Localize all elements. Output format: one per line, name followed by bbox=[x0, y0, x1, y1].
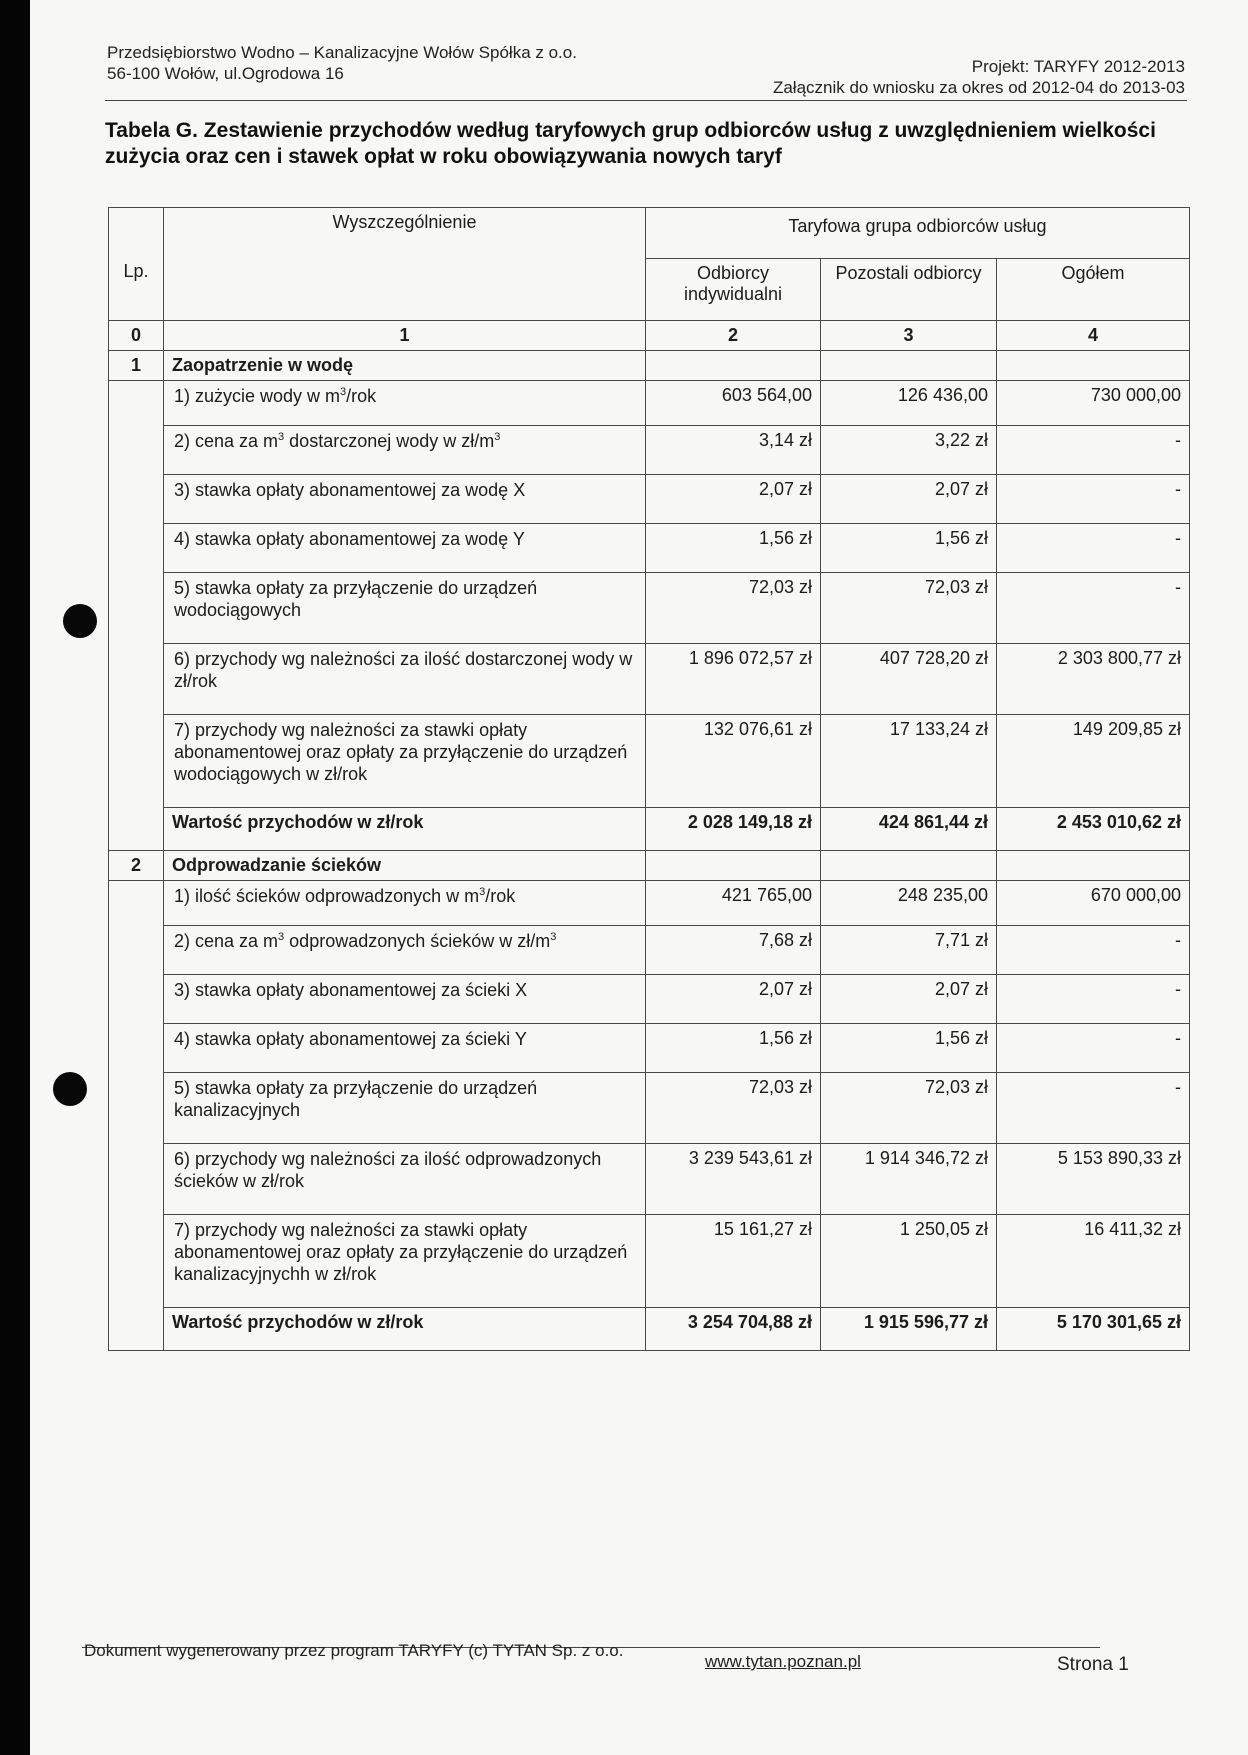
punch-hole bbox=[53, 1072, 87, 1106]
empty-cell bbox=[821, 851, 997, 881]
value-individual: 3 239 543,61 zł bbox=[646, 1144, 821, 1215]
header-col-other: Pozostali odbiorcy bbox=[821, 259, 997, 321]
value-other: 248 235,00 bbox=[821, 881, 997, 926]
document-title: Tabela G. Zestawienie przychodów według taryfowych grup odbiorców usług z uwzględnieniem wielkości zużycia oraz cen i stawek opłat w roku obowiązywania nowych taryf bbox=[105, 119, 1156, 168]
table-row bbox=[109, 975, 1190, 1024]
header-desc: Wyszczególnienie bbox=[164, 208, 646, 321]
value-other: 126 436,00 bbox=[821, 381, 997, 426]
row-description bbox=[164, 426, 646, 475]
lp-blank-cell bbox=[109, 881, 164, 1351]
row-desc-text: 5) stawka opłaty za przyłączenie do urządzeń kanalizacyjnych bbox=[174, 1078, 538, 1120]
superscript: 3 bbox=[550, 931, 557, 943]
header-group: Taryfowa grupa odbiorców usług bbox=[646, 208, 1190, 259]
punch-hole bbox=[63, 604, 97, 638]
header-col-individual: Odbiorcy indywidualni bbox=[646, 259, 821, 321]
value-total: - bbox=[997, 573, 1190, 644]
table-row bbox=[109, 475, 1190, 524]
value-other: 1 914 346,72 zł bbox=[821, 1144, 997, 1215]
superscript: 3 bbox=[278, 931, 285, 943]
row-description bbox=[164, 524, 646, 573]
row-desc-text: odprowadzonych ścieków w zł/m bbox=[284, 931, 551, 951]
total-individual: 2 028 149,18 zł bbox=[646, 808, 821, 851]
superscript: 3 bbox=[479, 886, 486, 898]
value-individual: 7,68 zł bbox=[646, 926, 821, 975]
total-other: 1 915 596,77 zł bbox=[821, 1308, 997, 1351]
attachment-note: Załącznik do wniosku za okres od 2012-04 do 2013-03 bbox=[772, 78, 1185, 97]
row-desc-text: 3) stawka opłaty abonamentowej za ścieki X bbox=[174, 980, 528, 1000]
total-label: Wartość przychodów w zł/rok bbox=[164, 808, 646, 851]
row-desc-text: 5) stawka opłaty za przyłączenie do urządzeń wodociągowych bbox=[174, 578, 538, 620]
table-row bbox=[109, 1144, 1190, 1215]
row-desc-text: /rok bbox=[485, 886, 516, 906]
company-name: Przedsiębiorstwo Wodno – Kanalizacyjne Wołów Spółka z o.o. bbox=[107, 43, 577, 62]
row-desc-text: /rok bbox=[346, 386, 377, 406]
value-other: 3,22 zł bbox=[821, 426, 997, 475]
superscript: 3 bbox=[340, 386, 347, 398]
section-label: Zaopatrzenie w wodę bbox=[164, 351, 646, 381]
table-row bbox=[109, 524, 1190, 573]
empty-cell bbox=[997, 851, 1190, 881]
header-lp: Lp. bbox=[109, 208, 164, 321]
row-description bbox=[164, 881, 646, 926]
row-desc-text: 7) przychody wg należności za stawki opłaty abonamentowej oraz opłaty za przyłączenie do urządzeń kanalizacyjnychh w zł/rok bbox=[174, 1220, 628, 1284]
value-individual: 1 896 072,57 zł bbox=[646, 644, 821, 715]
table-row bbox=[109, 644, 1190, 715]
value-total: 149 209,85 zł bbox=[997, 715, 1190, 808]
value-total: 5 153 890,33 zł bbox=[997, 1144, 1190, 1215]
value-other: 1,56 zł bbox=[821, 524, 997, 573]
section-row bbox=[109, 351, 1190, 381]
company-address: 56-100 Wołów, ul.Ogrodowa 16 bbox=[107, 64, 344, 83]
row-description bbox=[164, 1024, 646, 1073]
table-row bbox=[109, 381, 1190, 426]
row-description bbox=[164, 1073, 646, 1144]
index-cell: 4 bbox=[997, 321, 1190, 351]
row-description bbox=[164, 644, 646, 715]
value-total: - bbox=[997, 1024, 1190, 1073]
value-total: - bbox=[997, 524, 1190, 573]
total-overall: 5 170 301,65 zł bbox=[997, 1308, 1190, 1351]
row-desc-text: dostarczonej wody w zł/m bbox=[284, 431, 495, 451]
value-individual: 2,07 zł bbox=[646, 975, 821, 1024]
scan-edge bbox=[0, 0, 30, 1755]
index-cell: 3 bbox=[821, 321, 997, 351]
table-row bbox=[109, 1024, 1190, 1073]
value-other: 2,07 zł bbox=[821, 975, 997, 1024]
value-total: - bbox=[997, 1073, 1190, 1144]
value-individual: 3,14 zł bbox=[646, 426, 821, 475]
total-overall: 2 453 010,62 zł bbox=[997, 808, 1190, 851]
index-cell: 0 bbox=[109, 321, 164, 351]
row-description bbox=[164, 926, 646, 975]
value-total: 730 000,00 bbox=[997, 381, 1190, 426]
empty-cell bbox=[646, 851, 821, 881]
row-desc-text: 2) cena za m bbox=[174, 431, 279, 451]
row-desc-text: 6) przychody wg należności za ilość odprowadzonych ścieków w zł/rok bbox=[174, 1149, 602, 1191]
value-other: 2,07 zł bbox=[821, 475, 997, 524]
value-individual: 2,07 zł bbox=[646, 475, 821, 524]
footer-link[interactable]: www.tytan.poznan.pl bbox=[705, 1652, 861, 1671]
section-row bbox=[109, 851, 1190, 881]
value-individual: 72,03 zł bbox=[646, 573, 821, 644]
table-row bbox=[109, 573, 1190, 644]
row-desc-text: 4) stawka opłaty abonamentowej za wodę Y bbox=[174, 529, 525, 549]
table-row bbox=[109, 1073, 1190, 1144]
total-label: Wartość przychodów w zł/rok bbox=[164, 1308, 646, 1351]
value-individual: 72,03 zł bbox=[646, 1073, 821, 1144]
table-row bbox=[109, 715, 1190, 808]
row-desc-text: 3) stawka opłaty abonamentowej za wodę X bbox=[174, 480, 526, 500]
value-individual: 15 161,27 zł bbox=[646, 1215, 821, 1308]
empty-cell bbox=[997, 351, 1190, 381]
row-description bbox=[164, 715, 646, 808]
value-other: 407 728,20 zł bbox=[821, 644, 997, 715]
table-row bbox=[109, 926, 1190, 975]
table-row bbox=[109, 1215, 1190, 1308]
row-description bbox=[164, 1215, 646, 1308]
value-total: - bbox=[997, 426, 1190, 475]
value-individual: 132 076,61 zł bbox=[646, 715, 821, 808]
index-cell: 1 bbox=[164, 321, 646, 351]
superscript: 3 bbox=[494, 431, 501, 443]
total-other: 424 861,44 zł bbox=[821, 808, 997, 851]
project-name: Projekt: TARYFY 2012-2013 bbox=[971, 57, 1185, 76]
footer-generated: Dokument wygenerowany przez program TARYFY (c) TYTAN Sp. z o.o. bbox=[84, 1641, 624, 1660]
value-individual: 421 765,00 bbox=[646, 881, 821, 926]
value-individual: 1,56 zł bbox=[646, 1024, 821, 1073]
value-other: 72,03 zł bbox=[821, 573, 997, 644]
value-total: - bbox=[997, 975, 1190, 1024]
row-description bbox=[164, 1144, 646, 1215]
row-desc-text: 1) zużycie wody w m bbox=[174, 386, 341, 406]
row-desc-text: 7) przychody wg należności za stawki opłaty abonamentowej oraz opłaty za przyłączenie do urządzeń wodociągowych w zł/rok bbox=[174, 720, 628, 784]
empty-cell bbox=[646, 351, 821, 381]
revenue-table bbox=[108, 207, 1190, 1351]
row-desc-text: 4) stawka opłaty abonamentowej za ścieki Y bbox=[174, 1029, 527, 1049]
value-total: 16 411,32 zł bbox=[997, 1215, 1190, 1308]
value-individual: 603 564,00 bbox=[646, 381, 821, 426]
company-header bbox=[107, 42, 577, 84]
value-total: - bbox=[997, 475, 1190, 524]
value-total: 2 303 800,77 zł bbox=[997, 644, 1190, 715]
row-desc-text: 2) cena za m bbox=[174, 931, 279, 951]
value-other: 1,56 zł bbox=[821, 1024, 997, 1073]
superscript: 3 bbox=[278, 431, 285, 443]
project-header bbox=[773, 56, 1185, 98]
row-description bbox=[164, 381, 646, 426]
section-lp: 2 bbox=[109, 851, 164, 881]
total-row bbox=[109, 808, 1190, 851]
value-total: - bbox=[997, 926, 1190, 975]
section-lp: 1 bbox=[109, 351, 164, 381]
table-row bbox=[109, 426, 1190, 475]
index-cell: 2 bbox=[646, 321, 821, 351]
value-other: 1 250,05 zł bbox=[821, 1215, 997, 1308]
row-description bbox=[164, 573, 646, 644]
row-description bbox=[164, 975, 646, 1024]
lp-blank-cell bbox=[109, 381, 164, 851]
value-other: 7,71 zł bbox=[821, 926, 997, 975]
header-col-total: Ogółem bbox=[997, 259, 1190, 321]
section-label: Odprowadzanie ścieków bbox=[164, 851, 646, 881]
index-row bbox=[109, 321, 1190, 351]
row-desc-text: 1) ilość ścieków odprowadzonych w m bbox=[174, 886, 480, 906]
value-other: 72,03 zł bbox=[821, 1073, 997, 1144]
value-individual: 1,56 zł bbox=[646, 524, 821, 573]
total-row bbox=[109, 1308, 1190, 1351]
row-description bbox=[164, 475, 646, 524]
revenue-table-body bbox=[109, 208, 1190, 1351]
header-divider bbox=[105, 100, 1187, 101]
page-number: Strona 1 bbox=[1057, 1654, 1129, 1675]
empty-cell bbox=[821, 351, 997, 381]
total-individual: 3 254 704,88 zł bbox=[646, 1308, 821, 1351]
table-header-row bbox=[109, 208, 1190, 259]
value-total: 670 000,00 bbox=[997, 881, 1190, 926]
row-desc-text: 6) przychody wg należności za ilość dostarczonej wody w zł/rok bbox=[174, 649, 633, 691]
table-row bbox=[109, 881, 1190, 926]
value-other: 17 133,24 zł bbox=[821, 715, 997, 808]
